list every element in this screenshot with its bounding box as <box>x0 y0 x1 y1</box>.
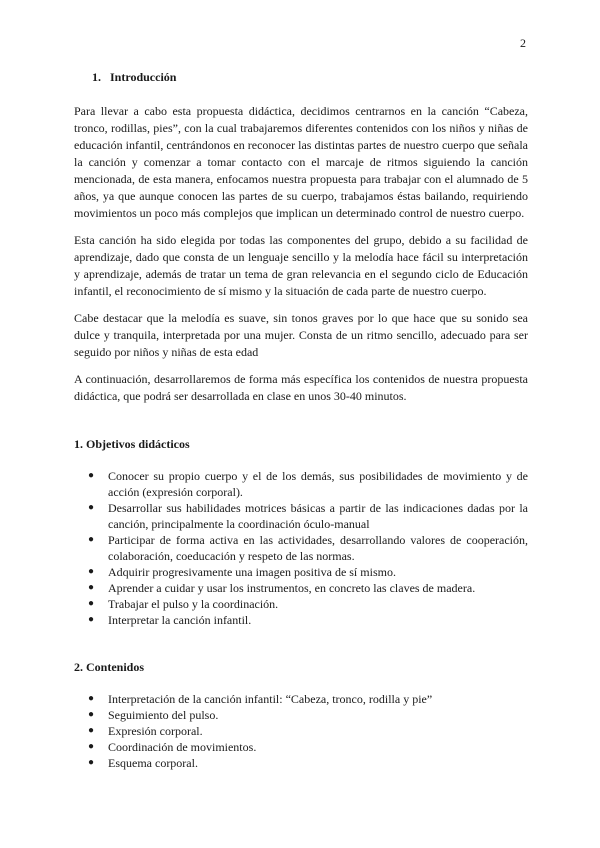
list-item <box>88 532 528 564</box>
list-item-text: Participar de forma activa en las actividades, desarrollando valores de cooperación, colaboración, coeducación y respeto de las normas. <box>108 533 528 563</box>
intro-paragraph: Esta canción ha sido elegida por todas las componentes del grupo, debido a su facilidad de aprendizaje, dado que consta de un lenguaje sencillo y la melodía hace fácil su interpretación y aprendizaje, además de tratar un tema de gran relevancia en el segundo ciclo de Educación infantil, el reconocimiento de sí mismo y la situación de cada parte de nuestro cuerpo. <box>74 233 528 298</box>
list-item-text: Aprender a cuidar y usar los instrumentos, en concreto las claves de madera. <box>108 581 476 595</box>
bullet-icon: ● <box>88 566 95 577</box>
list-item <box>88 596 528 612</box>
list-item-text: Seguimiento del pulso. <box>108 708 219 722</box>
list-item <box>88 723 528 739</box>
objectives-heading: 1. Objetivos didácticos <box>74 437 190 451</box>
document-body <box>74 70 528 771</box>
list-item <box>88 755 528 771</box>
list-item-text: Desarrollar sus habilidades motrices básicas a partir de las indicaciones dadas por la canción, principalmente la coordinación óculo-manual <box>108 501 528 531</box>
objectives-list <box>74 468 528 628</box>
bullet-icon: ● <box>88 725 95 736</box>
list-item <box>88 580 528 596</box>
list-item <box>88 500 528 532</box>
list-item-text: Trabajar el pulso y la coordinación. <box>108 597 279 611</box>
bullet-icon: ● <box>88 693 95 704</box>
intro-paragraph: A continuación, desarrollaremos de forma más específica los contenidos de nuestra propuesta didáctica, que podrá ser desarrollada en clase en unos 30-40 minutos. <box>74 372 528 403</box>
contents-heading: 2. Contenidos <box>74 660 145 674</box>
list-item-text: Interpretación de la canción infantil: “Cabeza, tronco, rodilla y pie” <box>108 692 433 706</box>
list-item <box>88 564 528 580</box>
contents-list <box>74 691 528 771</box>
list-item <box>88 739 528 755</box>
list-item-text: Coordinación de movimientos. <box>108 740 257 754</box>
bullet-icon: ● <box>88 598 95 609</box>
list-item-text: Adquirir progresivamente una imagen positiva de sí mismo. <box>108 565 396 579</box>
bullet-icon: ● <box>88 534 95 545</box>
page-number: 2 <box>520 36 526 50</box>
intro-paragraph: Para llevar a cabo esta propuesta didáctica, decidimos centrarnos en la canción “Cabeza, tronco, rodillas, pies”, con la cual trabajaremos diferentes contenidos con los niños y niñas de educación infantil, centrándonos en reconocer las distintas partes de nuestro cuerpo que señala la canción y comenzar a tomar contacto con el marcaje de ritmos siguiendo la canción mencionada, de esta manera, enfocamos nuestra propuesta para trabajar con el alumnado de 5 años, ya que aunque conocen las partes de su cuerpo, trabajamos éstas bailando, requiriendo movimientos un poco más complejos que implican un determinado control de nuestro cuerpo. <box>74 104 528 220</box>
intro-paragraph: Cabe destacar que la melodía es suave, sin tonos graves por lo que hace que su sonido sea dulce y tranquila, interpretada por una mujer. Consta de un ritmo sencillo, adecuado para ser seguido por niños y niñas de esta edad <box>74 311 528 359</box>
list-item-text: Interpretar la canción infantil. <box>108 613 252 627</box>
bullet-icon: ● <box>88 709 95 720</box>
bullet-icon: ● <box>88 502 95 513</box>
list-item <box>88 468 528 500</box>
list-item <box>88 707 528 723</box>
bullet-icon: ● <box>88 582 95 593</box>
bullet-icon: ● <box>88 757 95 768</box>
bullet-icon: ● <box>88 741 95 752</box>
intro-heading-title: Introducción <box>110 70 177 84</box>
list-item-text: Esquema corporal. <box>108 756 198 770</box>
list-item-text: Expresión corporal. <box>108 724 203 738</box>
list-item <box>88 612 528 628</box>
intro-heading-number: 1. <box>92 70 101 84</box>
bullet-icon: ● <box>88 470 95 481</box>
list-item <box>88 691 528 707</box>
bullet-icon: ● <box>88 614 95 625</box>
intro-heading <box>74 70 528 85</box>
list-item-text: Conocer su propio cuerpo y el de los demás, sus posibilidades de movimiento y de acción (expresión corporal). <box>108 469 528 499</box>
